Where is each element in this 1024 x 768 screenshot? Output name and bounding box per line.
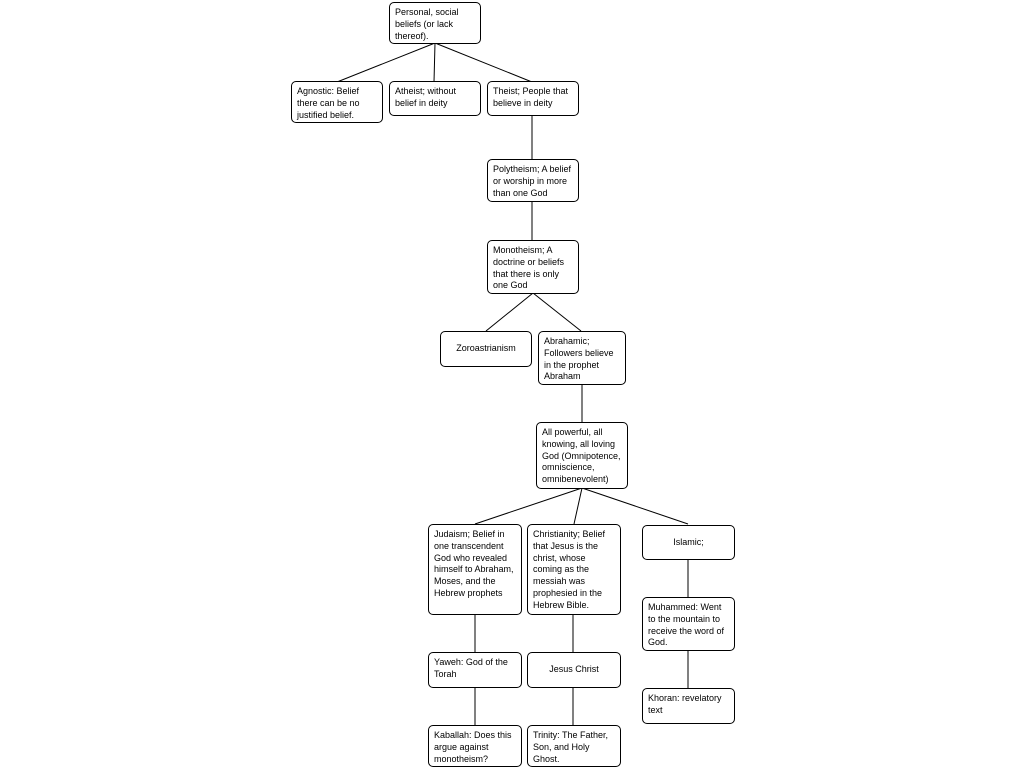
edge-allpowerful-islamic [582, 488, 688, 524]
node-monotheism-text: Monotheism; A doctrine or beliefs that there is only one God [493, 245, 565, 291]
node-muhammed [642, 597, 735, 651]
edge-monotheism-zoroastrianism [486, 293, 533, 331]
node-monotheism [487, 240, 579, 294]
node-muhammed-text: Muhammed: Went to the mountain to receive the word of God. [648, 602, 725, 648]
node-abrahamic [538, 331, 626, 385]
node-zoroastrianism-text: Zoroastrianism [456, 343, 516, 354]
node-jesus-christ [527, 652, 621, 688]
node-personal-beliefs-text: Personal, social beliefs (or lack thereof). [395, 7, 459, 41]
node-theist-text: Theist; People that believe in deity [493, 86, 569, 108]
node-agnostic [291, 81, 383, 123]
edge-root-theist [435, 43, 532, 82]
node-yaweh-text: Yaweh: God of the Torah [434, 657, 508, 679]
node-khoran [642, 688, 735, 724]
node-islamic [642, 525, 735, 560]
node-judaism [428, 524, 522, 615]
node-trinity [527, 725, 621, 767]
node-christianity [527, 524, 621, 615]
node-agnostic-text: Agnostic: Belief there can be no justified belief. [297, 86, 360, 120]
edge-allpowerful-christianity [574, 488, 582, 524]
node-kaballah-text: Kaballah: Does this argue against monotheism? [434, 730, 512, 764]
node-christianity-text: Christianity; Belief that Jesus is the christ, whose coming as the messiah was prophesied in the Hebrew Bible. [533, 529, 606, 610]
node-kaballah [428, 725, 522, 767]
node-zoroastrianism [440, 331, 532, 367]
edge-allpowerful-judaism [475, 488, 582, 524]
node-atheist-text: Atheist; without belief in deity [395, 86, 457, 108]
node-judaism-text: Judaism; Belief in one transcendent God who revealed himself to Abraham, Moses, and the Hebrew prophets [434, 529, 514, 598]
node-jesus-christ-text: Jesus Christ [549, 664, 599, 675]
node-theist [487, 81, 579, 116]
edge-root-atheist [434, 43, 435, 82]
node-all-powerful-god-text: All powerful, all knowing, all loving God (Omnipotence, omniscience, omnibenevolent) [542, 427, 621, 485]
node-trinity-text: Trinity: The Father, Son, and Holy Ghost. [533, 730, 609, 764]
node-personal-beliefs [389, 2, 481, 44]
node-polytheism-text: Polytheism; A belief or worship in more than one God [493, 164, 572, 198]
node-yaweh [428, 652, 522, 688]
node-islamic-text: Islamic; [673, 536, 704, 547]
node-abrahamic-text: Abrahamic; Followers believe in the prophet Abraham [544, 336, 614, 382]
node-atheist [389, 81, 481, 116]
node-polytheism [487, 159, 579, 202]
edge-monotheism-abrahamic [533, 293, 581, 331]
edge-root-agnostic [337, 43, 435, 82]
node-khoran-text: Khoran: revelatory text [648, 693, 722, 715]
node-all-powerful-god [536, 422, 628, 489]
